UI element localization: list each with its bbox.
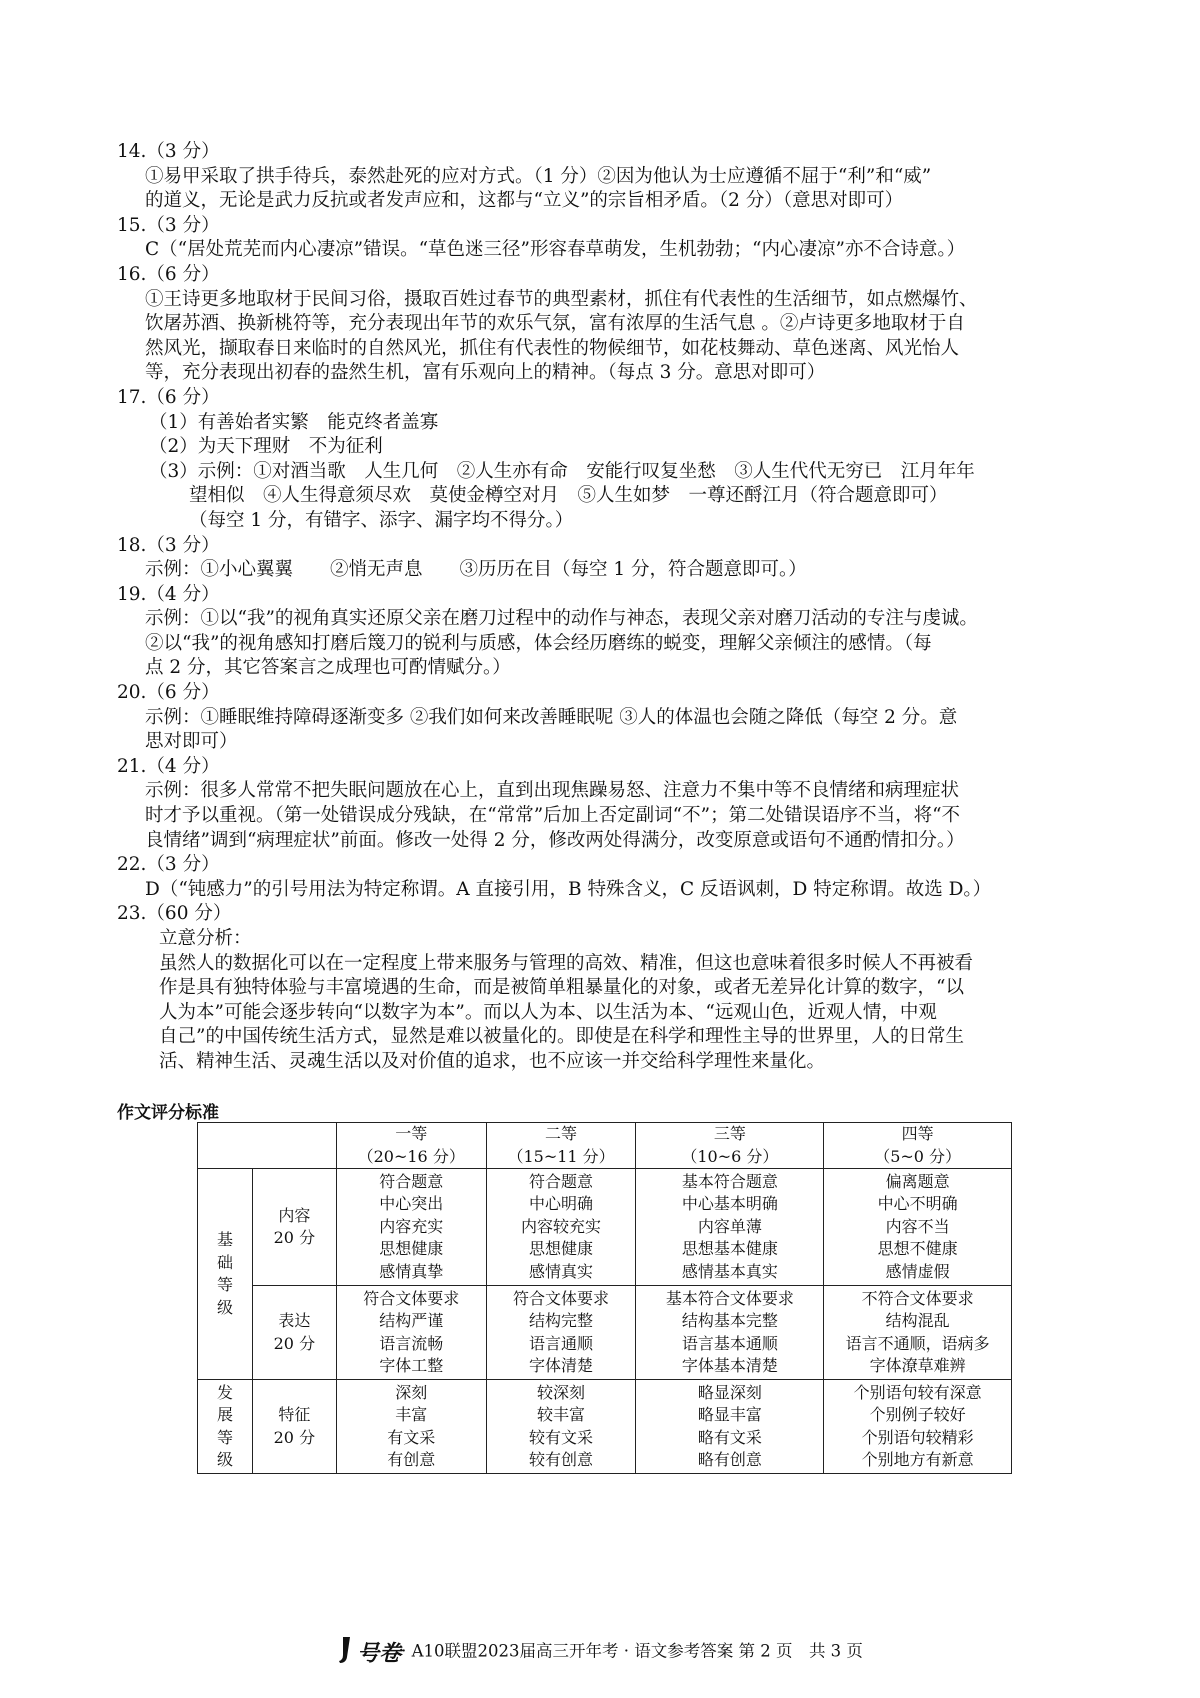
grade-header-cell	[636, 1123, 824, 1169]
grade-name: 一等	[395, 1124, 428, 1143]
answer-line: 然风光，撷取春日来临时的自然风光，抓住有代表性的物候细节，如花枝舞动、草色迷离、风光怡人	[145, 337, 960, 359]
answer-line: 示例：①睡眠维持障碍逐渐变多 ②我们如何来改善睡眠呢 ③人的体温也会随之降低（每空 2 分。意	[145, 706, 958, 728]
answer-line: 的道义，无论是武力反抗或者发声应和，这都与“立义”的宗旨相矛盾。（2 分）（意思对即可）	[145, 190, 904, 212]
answer-line: D（“钝感力”的引号用法为特定称谓。A 直接引用，B 特殊含义，C 反语讽刺，D 特定称谓。故选 D。）	[145, 878, 992, 900]
development-level-label: 发 展 等 级	[198, 1380, 253, 1474]
question-17	[117, 386, 1092, 534]
grade-header-row	[198, 1123, 1012, 1169]
answer-text	[117, 878, 1092, 903]
question-heading: 23.（60 分）	[117, 903, 232, 925]
footer-text: · A10联盟2023届高三开年考 · 语文参考答案 第 2 页 共 3 页	[401, 1641, 863, 1661]
question-20	[117, 681, 1092, 755]
brand-logo-icon	[337, 1636, 353, 1668]
answer-line: 时才予以重视。（第一处错误成分残缺，在“常常”后加上否定副词“不”；第二处错误语序不当，将“不	[145, 805, 961, 827]
criteria-cell: 略显深刻 略显丰富 略有文采 略有创意	[636, 1380, 824, 1474]
grade-range: （20~16 分）	[357, 1146, 465, 1166]
answer-line: ①易甲采取了拱手待兵，泰然赴死的应对方式。（1 分）②因为他认为士应遵循不屈于“利”和“威”	[145, 165, 932, 187]
criteria-cell: 符合题意 中心突出 内容充实 思想健康 感情真挚	[336, 1169, 486, 1286]
answer-line: 示例：很多人常常不把失眠问题放在心上，直到出现焦躁易怒、注意力不集中等不良情绪和病理症状	[145, 780, 960, 802]
question-19	[117, 583, 1092, 681]
question-heading: 17.（6 分）	[117, 386, 220, 408]
question-14	[117, 140, 1092, 214]
question-heading: 22.（3 分）	[117, 854, 220, 876]
analysis-line: 自己”的中国传统生活方式，显然是难以被量化的。即使是在科学和理性主导的世界里，人的日常生	[159, 1026, 964, 1048]
answer-line: 点 2 分，其它答案言之成理也可酌情赋分。）	[145, 657, 511, 679]
analysis-title: 立意分析：	[159, 928, 252, 949]
grade-header-cell	[336, 1123, 486, 1169]
answer-line: （1）有善始者实繁 能克终者盖寡	[149, 411, 439, 433]
grade-name: 三等	[713, 1124, 746, 1143]
answer-line: 良情绪”调到“病理症状”前面。修改一处得 2 分，修改两处得满分，改变原意或语句不通酌情扣分。）	[145, 829, 965, 851]
feature-row	[198, 1380, 1012, 1474]
page-footer	[0, 1636, 1200, 1668]
content-row	[198, 1169, 1012, 1286]
content-label: 内容 20 分	[252, 1169, 336, 1286]
question-22	[117, 853, 1092, 902]
question-heading: 21.（4 分）	[117, 755, 220, 777]
grade-header-cell	[486, 1123, 636, 1169]
expression-label: 表达 20 分	[252, 1286, 336, 1380]
analysis-line: 虽然人的数据化可以在一定程度上带来服务与管理的高效、精准，但这也意味着很多时候人不再被看	[159, 952, 974, 974]
question-15	[117, 214, 1092, 263]
criteria-cell: 偏离题意 中心不明确 内容不当 思想不健康 感情虚假	[824, 1169, 1012, 1286]
answer-text	[117, 238, 1092, 263]
answer-line: ②以“我”的视角感知打磨后篾刀的锐利与质感，体会经历磨练的蜕变，理解父亲倾注的感情。（每	[145, 632, 932, 654]
answer-line: 示例：①小心翼翼 ②悄无声息 ③历历在目（每空 1 分，符合题意即可。）	[145, 559, 807, 581]
criteria-cell: 深刻 丰富 有文采 有创意	[336, 1380, 486, 1474]
answer-line: 思对即可）	[145, 731, 238, 753]
answer-text	[117, 706, 1092, 755]
answer-text	[117, 779, 1092, 853]
question-heading: 15.（3 分）	[117, 214, 220, 236]
answer-text	[117, 558, 1092, 583]
question-heading: 16.（6 分）	[117, 263, 220, 285]
grade-range: （5~0 分）	[874, 1146, 962, 1166]
answer-line: （3）示例：①对酒当歌 人生几何 ②人生亦有命 安能行叹复坐愁 ③人生代代无穷已 江月年年	[149, 460, 975, 482]
answer-line: 望相似 ④人生得意须尽欢 莫使金樽空对月 ⑤人生如梦 一尊还酹江月（符合题意即可）	[189, 485, 948, 507]
criteria-cell: 基本符合题意 中心基本明确 内容单薄 思想基本健康 感情基本真实	[636, 1169, 824, 1286]
grading-table	[197, 1122, 1012, 1474]
question-heading: 19.（4 分）	[117, 583, 220, 605]
answer-line: C（“居处荒芜而内心凄凉”错误。“草色迷三径”形容春草萌发，生机勃勃；“内心凄凉”亦不合诗意。）	[145, 239, 966, 261]
feature-label: 特征 20 分	[252, 1380, 336, 1474]
grade-name: 四等	[901, 1124, 934, 1143]
grade-range: （15~11 分）	[507, 1146, 615, 1166]
answer-text	[117, 411, 1092, 534]
criteria-cell: 符合文体要求 结构严谨 语言流畅 字体工整	[336, 1286, 486, 1380]
basic-level-label: 基 础 等 级	[198, 1169, 253, 1380]
grade-range: （10~6 分）	[681, 1146, 779, 1166]
answer-text	[117, 165, 1092, 214]
criteria-cell: 符合文体要求 结构完整 语言通顺 字体清楚	[486, 1286, 636, 1380]
answer-line: 饮屠苏酒、换新桃符等，充分表现出年节的欢乐气氛，富有浓厚的生活气息 。②卢诗更多地取材于自	[145, 313, 965, 335]
grade-header-cell	[824, 1123, 1012, 1169]
question-heading: 18.（3 分）	[117, 534, 220, 556]
analysis-line: 作是具有独特体验与丰富境遇的生命，而是被简单粗暴量化的对象，或者无差异化计算的数字，“以	[159, 977, 964, 999]
answer-text	[117, 607, 1092, 681]
grading-title: 作文评分标准	[117, 1103, 219, 1123]
analysis-text	[117, 952, 1092, 1075]
brand-logo-text: 号卷	[357, 1640, 402, 1667]
question-23	[117, 902, 1092, 1074]
answer-line: （2）为天下理财 不为征利	[149, 436, 383, 458]
analysis-line: 人为本”可能会逐步转向“以数字为本”。而以人为本、以生活为本、“远观山色，近观人情，中观	[159, 1001, 937, 1023]
expression-row	[198, 1286, 1012, 1380]
answer-line: 示例：①以“我”的视角真实还原父亲在磨刀过程中的动作与神态，表现父亲对磨刀活动的专注与虔诚。	[145, 608, 978, 630]
answer-line: 等，充分表现出初春的盎然生机，富有乐观向上的精神。（每点 3 分。意思对即可）	[145, 362, 826, 384]
answer-text	[117, 288, 1092, 386]
question-16	[117, 263, 1092, 386]
criteria-cell: 较深刻 较丰富 较有文采 较有创意	[486, 1380, 636, 1474]
question-21	[117, 755, 1092, 853]
answer-line: ①王诗更多地取材于民间习俗，摄取百姓过春节的典型素材，抓住有代表性的生活细节，如点燃爆竹、	[145, 288, 978, 310]
criteria-cell: 符合题意 中心明确 内容较充实 思想健康 感情真实	[486, 1169, 636, 1286]
question-heading: 14.（3 分）	[117, 141, 220, 162]
criteria-cell: 基本符合文体要求 结构基本完整 语言基本通顺 字体基本清楚	[636, 1286, 824, 1380]
question-heading: 20.（6 分）	[117, 682, 220, 704]
grade-name: 二等	[545, 1124, 578, 1143]
question-18	[117, 534, 1092, 583]
analysis-line: 活、精神生活、灵魂生活以及对价值的追求，也不应该一并交给科学理性来量化。	[159, 1050, 826, 1072]
table-corner-cell	[198, 1123, 337, 1169]
criteria-cell: 个别语句较有深意 个别例子较好 个别语句较精彩 个别地方有新意	[824, 1380, 1012, 1474]
answer-line: （每空 1 分，有错字、添字、漏字均不得分。）	[189, 509, 574, 531]
criteria-cell: 不符合文体要求 结构混乱 语言不通顺，语病多 字体潦草难辨	[824, 1286, 1012, 1380]
answer-list	[117, 140, 1092, 1075]
